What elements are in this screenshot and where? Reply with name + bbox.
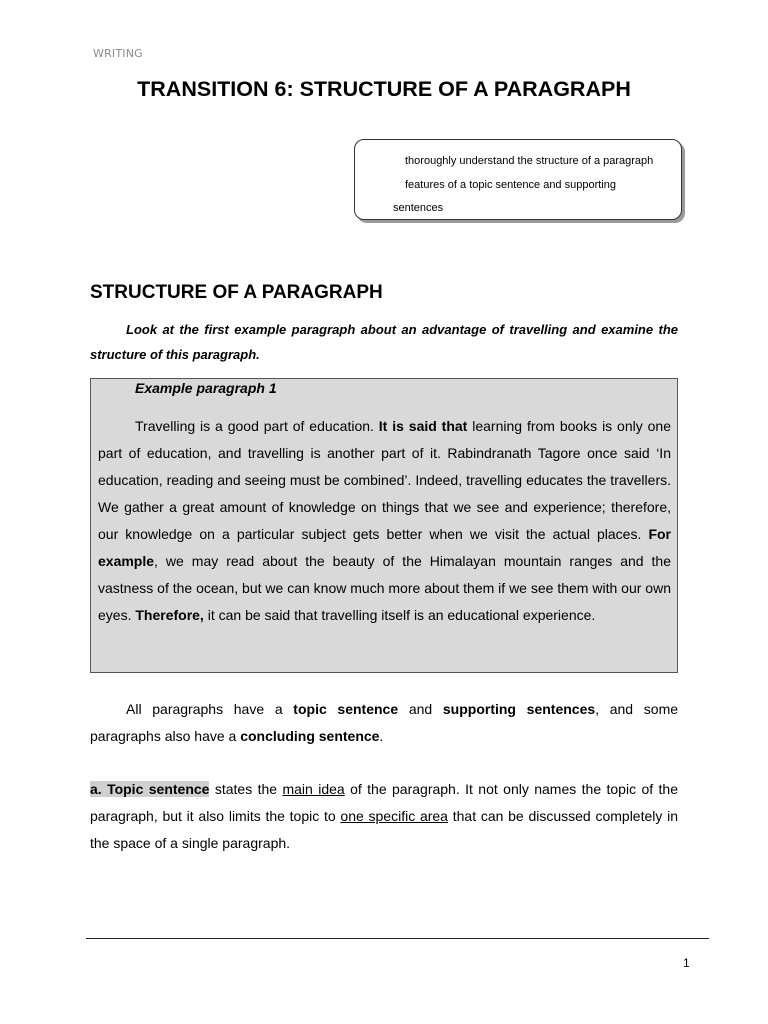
bold-term: concluding sentence <box>240 728 380 744</box>
underlined-term: main idea <box>282 781 345 797</box>
paragraph-text: , and some paragraphs also have a <box>90 701 679 744</box>
intro-paragraph <box>90 696 678 750</box>
topic-sentence-paragraph <box>90 776 678 857</box>
bold-term: supporting sentences <box>442 701 596 717</box>
example-paragraph-text <box>98 413 671 629</box>
objective-item: thoroughly understand the structure of a paragraph <box>405 155 654 167</box>
objective-item: sentences <box>393 202 444 214</box>
paragraph-text: of the paragraph. It not only names the topic of the paragraph, but it also limits the topic to <box>90 781 679 824</box>
paragraph-text: . <box>379 728 384 744</box>
example-text: it can be said that travelling itself is an educational experience. <box>203 607 596 623</box>
example-bold-phrase: It is said that <box>378 418 468 434</box>
example-bold-phrase: Therefore, <box>135 607 204 623</box>
underlined-term: one specific area <box>340 808 448 824</box>
footer-divider <box>86 938 709 939</box>
bold-term: topic sentence <box>293 701 399 717</box>
highlighted-label: a. Topic sentence <box>90 781 210 797</box>
page-title: TRANSITION 6: STRUCTURE OF A PARAGRAPH <box>137 77 631 101</box>
example-title: Example paragraph 1 <box>135 380 277 396</box>
example-text: learning from books is only one part of education, and travelling is another part of it. Rabindranath Tagore once said ‘In education, reading and seeing must be combined’. Indeed, travelling educates the travellers. We gather a great amount of knowledge on things that we see and experience; therefore, our knowledge on a particular subject gets better when we visit the actual places. <box>98 418 671 542</box>
section-heading: STRUCTURE OF A PARAGRAPH <box>90 282 383 303</box>
example-paragraph-box <box>90 378 678 673</box>
objective-item: features of a topic sentence and supporting <box>405 179 616 191</box>
instruction-text: Look at the first example paragraph about an advantage of travelling and examine the structure of this paragraph. <box>90 322 678 362</box>
example-bold-phrase: For example <box>98 526 671 569</box>
page-number: 1 <box>683 956 690 970</box>
objectives-box <box>354 139 682 220</box>
paragraph-text: and <box>398 701 443 717</box>
section-label: WRITING <box>93 47 143 60</box>
example-text: Travelling is a good part of education. <box>135 418 379 434</box>
paragraph-text: All paragraphs have a <box>126 701 294 717</box>
example-text: , we may read about the beauty of the Himalayan mountain ranges and the vastness of the ocean, but we can know much more about them if we see them with our own eyes. <box>98 553 671 623</box>
paragraph-text: states the <box>209 781 283 797</box>
paragraph-text: that can be discussed completely in the space of a single paragraph. <box>90 808 679 851</box>
